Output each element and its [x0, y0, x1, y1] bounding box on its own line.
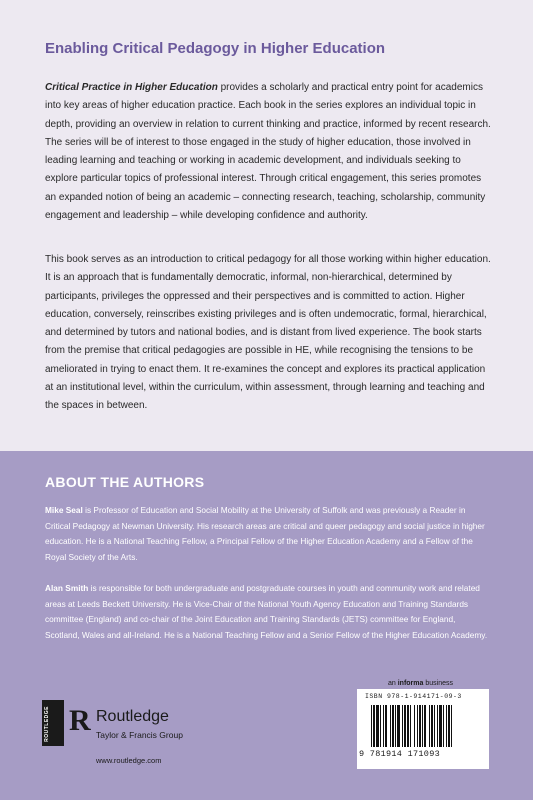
series-description-text: provides a scholarly and practical entry point for academics into key areas of higher education practice. Each book in the series explores an individual topic in depth, providing an overview in relation to current thinking and practice, informed by recent research. The series will be of interest to those engaged in the study of higher education, those involved in leading learning and teaching or working in academic development, and individuals seeking to explore particular topics of professional interest. Through critical engagement, this series promotes an expanded notion of being an academic – connecting research, teaching, scholarship, community engagement and leadership – while developing confidence and authority. [45, 82, 491, 222]
informa-brand: informa [397, 680, 424, 687]
barcode-bar [439, 705, 442, 747]
book-description: This book serves as an introduction to critical pedagogy for all those working within higher education. It is an approach that is fundamentally democratic, informal, non-hierarchical, determined by participants, privileges the oppressed and their perspectives and is committed to action. Higher education, conversely, reinscribes existing privileges and is often undemocratic, formal, hierarchical, and determined by tutors and national bodies, and is distant from lived experience. The book starts from the premise that critical pedagogies are possible in HE, while recognising the tensions to be ameliorated in trying to enact them. It re-examines the concept and explores its practical application at an institutional level, within the curriculum, within assessment, through learning and teaching and the spaces in between. [45, 254, 491, 412]
barcode-bar [390, 705, 391, 747]
barcode-bar [410, 705, 411, 747]
barcode-bar [443, 705, 444, 747]
barcode-bar [371, 705, 372, 747]
routledge-logo-icon [42, 700, 64, 746]
author-name-2: Alan Smith [45, 583, 89, 593]
barcode-bar [422, 705, 423, 747]
barcode-bar [451, 705, 452, 747]
barcode-bar [395, 705, 396, 747]
barcode-bar [380, 705, 381, 747]
publisher-url: www.routledge.com [96, 756, 162, 765]
barcode-bar [402, 705, 403, 747]
publisher-name: Routledge [96, 708, 169, 725]
series-description [45, 79, 491, 225]
barcode-icon [371, 705, 477, 747]
barcode-bar [397, 705, 400, 747]
author-bio-2 [45, 581, 491, 643]
barcode-bar [431, 705, 433, 747]
series-name: Critical Practice in Higher Education [45, 82, 218, 93]
isbn-text: ISBN 978-1-914171-09-3 [365, 693, 462, 700]
author-bio-1 [45, 503, 491, 565]
barcode-number: 9 781914 171093 [359, 749, 441, 759]
informa-prefix: an [388, 680, 398, 687]
publisher-block [42, 700, 242, 780]
about-authors-heading: ABOUT THE AUTHORS [45, 474, 205, 490]
barcode-bar [446, 705, 447, 747]
barcode-bar [414, 705, 415, 747]
author-bio-text-1: is Professor of Education and Social Mobility at the University of Suffolk and was previously a Reader in Critical Pedagogy at Newman University. His research areas are critical and queer pedagogy and social justice in higher education. He is a National Teaching Fellow, a Principal Fellow of the Higher Education Academy and a Fellow of the Royal Society of the Arts. [45, 505, 485, 562]
barcode-bar [429, 705, 430, 747]
barcode-bar [407, 705, 409, 747]
barcode-bar [448, 705, 450, 747]
barcode-bar [434, 705, 435, 747]
barcode-bar [376, 705, 379, 747]
book-title: Enabling Critical Pedagogy in Higher Education [45, 40, 386, 57]
informa-business-label [388, 680, 453, 687]
informa-suffix: business [423, 680, 453, 687]
barcode-bar [419, 705, 421, 747]
author-name-1: Mike Seal [45, 505, 83, 515]
barcode-bar [373, 705, 375, 747]
barcode-box [357, 689, 489, 769]
barcode-bar [404, 705, 406, 747]
barcode-bar [417, 705, 418, 747]
publisher-group: Taylor & Francis Group [96, 730, 183, 740]
routledge-r-icon: R [69, 704, 91, 737]
barcode-bar [392, 705, 394, 747]
barcode-bar [424, 705, 426, 747]
barcode-bar [385, 705, 387, 747]
barcode-bar [383, 705, 384, 747]
routledge-logo-text: ROUTLEDGE [44, 706, 50, 742]
author-bio-text-2: is responsible for both undergraduate and postgraduate courses in youth and community work and related areas at Leeds Beckett University. He is Vice-Chair of the National Youth Agency Education and Training Standards committee (England) and co-chair of the Joint Education and Training Standards (JETS) committee for England, Scotland, Wales and all-Ireland. He is a National Teaching Fellow and a Senior Fellow of the Higher Education Academy. [45, 583, 488, 640]
barcode-bar [437, 705, 438, 747]
